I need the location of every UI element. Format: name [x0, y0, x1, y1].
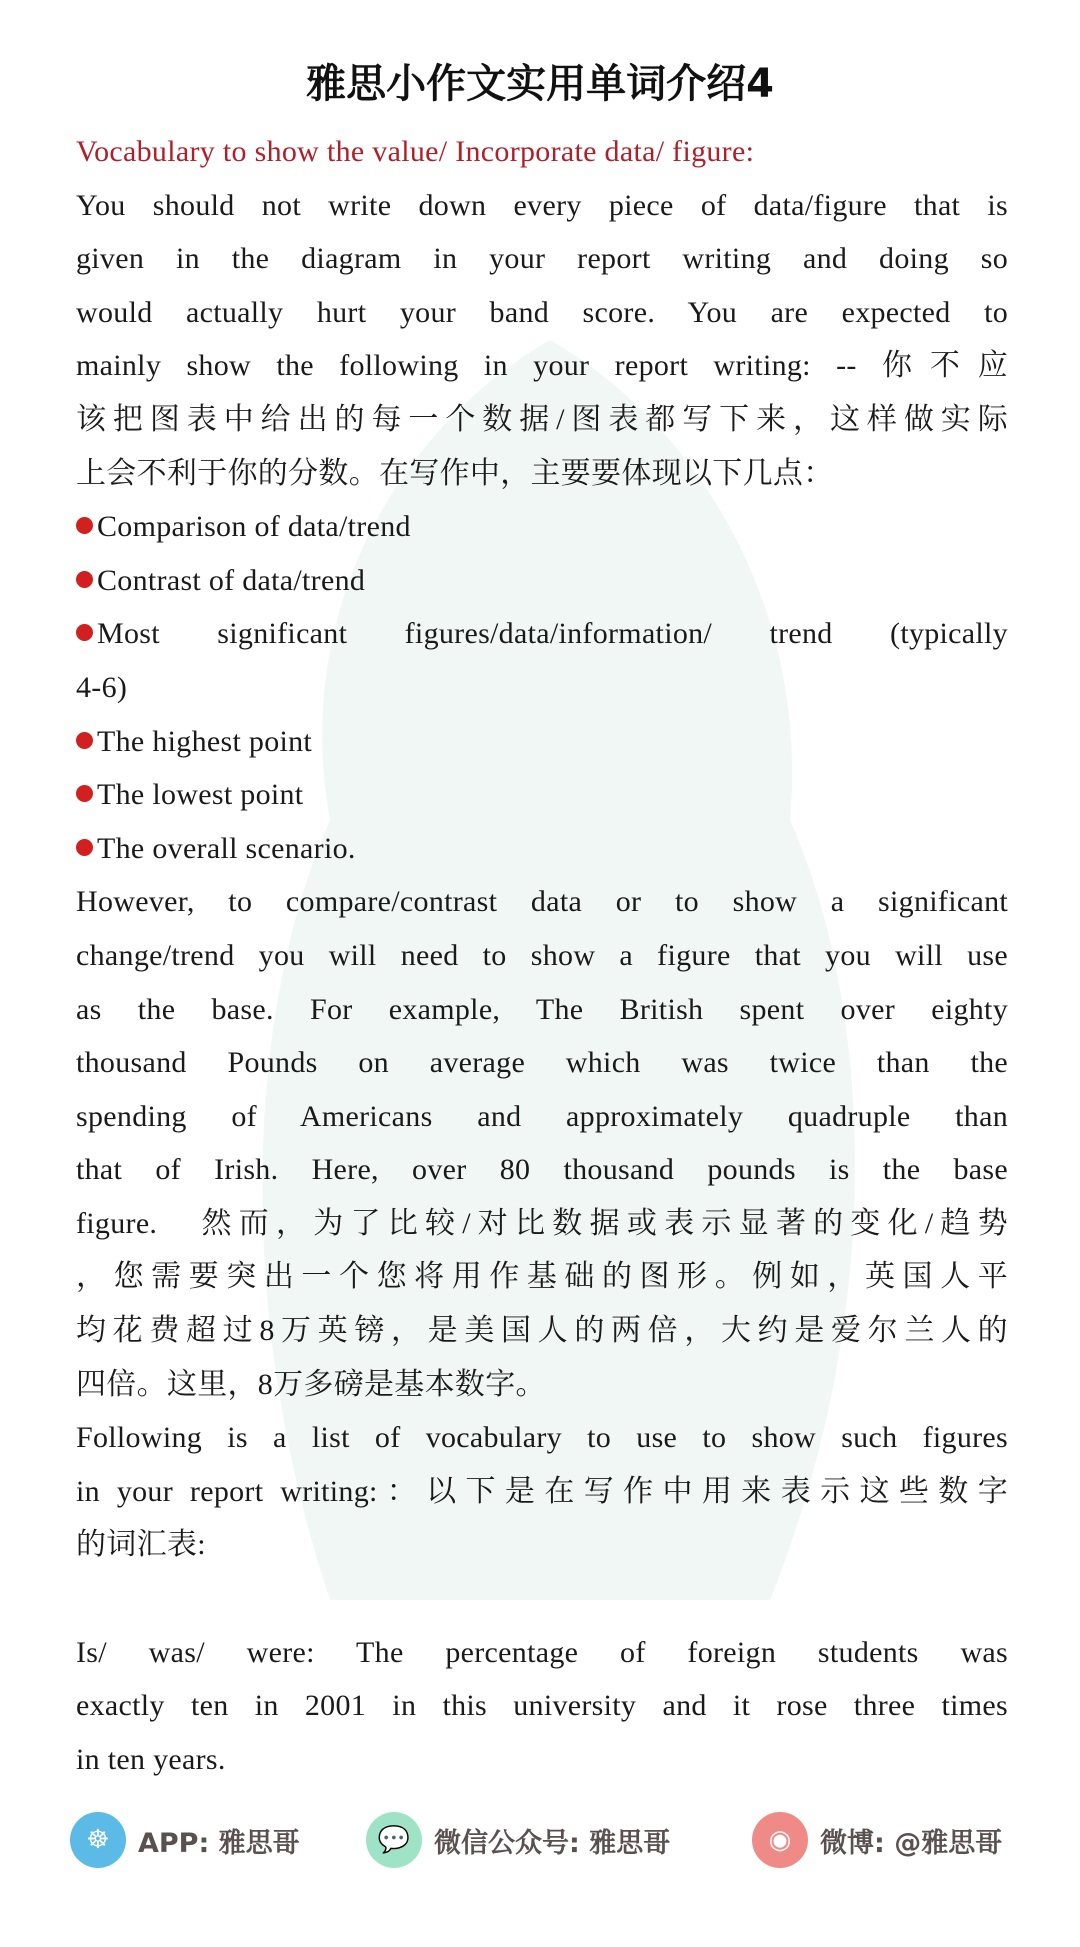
text-line	[76, 447, 1008, 501]
text-line	[76, 1572, 1008, 1626]
line-text: Most significant figures/data/information/ trend (typically	[97, 617, 1008, 651]
text-line	[76, 1679, 1008, 1733]
footer-wechat[interactable]	[366, 1812, 670, 1868]
bullet-dot-icon	[76, 785, 93, 802]
line-text: The lowest point	[97, 778, 304, 812]
line-text: The overall scenario.	[97, 831, 356, 865]
text-line	[76, 286, 1008, 340]
bullet-dot-icon	[76, 517, 93, 534]
line-text: as the base. For example, The British spent over eighty	[76, 992, 1008, 1026]
line-text: given in the diagram in your report writing and doing so	[76, 242, 1008, 276]
section-heading	[76, 125, 1008, 179]
text-line	[76, 1304, 1008, 1358]
line-text: Is/ was/ were: The percentage of foreign students was	[76, 1635, 1008, 1669]
bullet-dot-icon	[76, 571, 93, 588]
line-text: ，您需要突出一个您将用作基础的图形。例如，英国人平	[76, 1260, 1008, 1294]
page-title: 雅思小作文实用单词介绍4	[306, 61, 774, 107]
line-text: You should not write down every piece of data/figure that is	[76, 188, 1008, 222]
line-text: 上会不利于你的分数。在写作中，主要要体现以下几点：	[76, 456, 834, 490]
line-text: Vocabulary to show the value/ Incorporate data/ figure:	[76, 135, 755, 168]
line-text: figure. 然而，为了比较/对比数据或表示显著的变化/趋势	[76, 1206, 1008, 1240]
bullet-item	[76, 607, 1008, 661]
line-text: 4-6)	[76, 670, 128, 704]
line-text: would actually hurt your band score. You are expected to	[76, 295, 1008, 329]
ship-wheel-icon: ☸	[70, 1812, 126, 1868]
bullet-item	[76, 768, 1008, 822]
text-line	[76, 1733, 1008, 1787]
weibo-icon: ◉	[752, 1812, 808, 1868]
text-line	[76, 983, 1008, 1037]
line-text: 该把图表中给出的每一个数据/图表都写下来，这样做实际	[76, 402, 1008, 436]
text-line	[76, 1465, 1008, 1519]
line-text: However, to compare/contrast data or to show a significant	[76, 885, 1008, 919]
bullet-dot-icon	[76, 624, 93, 641]
text-line	[76, 179, 1008, 233]
wechat-icon: 💬	[366, 1812, 422, 1868]
footer-weibo-label: 微博: @雅思哥	[820, 1827, 1003, 1859]
bullet-item	[76, 715, 1008, 769]
bullet-dot-icon	[76, 732, 93, 749]
line-text: change/trend you will need to show a figure that you will use	[76, 938, 1008, 972]
bullet-item	[76, 822, 1008, 876]
text-line	[76, 1090, 1008, 1144]
line-text: 的词汇表:	[76, 1528, 206, 1562]
line-text: in your report writing:：以下是在写作中用来表示这些数字	[76, 1474, 1008, 1508]
bullet-dot-icon	[76, 839, 93, 856]
line-text: exactly ten in 2001 in this university and it rose three times	[76, 1689, 1008, 1723]
text-line	[76, 393, 1008, 447]
footer	[70, 1812, 1030, 1872]
line-text: Following is a list of vocabulary to use to show such figures	[76, 1421, 1008, 1455]
line-text: The highest point	[97, 724, 313, 758]
text-line	[76, 875, 1008, 929]
footer-wechat-label: 微信公众号: 雅思哥	[434, 1827, 671, 1859]
article-body	[76, 125, 1008, 1786]
bullet-item	[76, 500, 1008, 554]
text-line	[76, 1358, 1008, 1412]
text-line	[76, 232, 1008, 286]
text-line	[76, 1250, 1008, 1304]
footer-app[interactable]	[70, 1812, 300, 1868]
text-line	[76, 661, 1008, 715]
bullet-item	[76, 554, 1008, 608]
line-text: spending of Americans and approximately quadruple than	[76, 1099, 1008, 1133]
footer-weibo[interactable]	[752, 1812, 1002, 1868]
line-text: mainly show the following in your report writing: -- 你不应	[76, 349, 1008, 383]
line-text: 四倍。这里，8万多磅是基本数字。	[76, 1367, 546, 1401]
text-line	[76, 1143, 1008, 1197]
line-text: Contrast of data/trend	[97, 563, 366, 597]
text-line	[76, 339, 1008, 393]
line-text: Comparison of data/trend	[97, 510, 411, 544]
line-text: that of Irish. Here, over 80 thousand pounds is the base	[76, 1153, 1008, 1187]
footer-app-label: APP: 雅思哥	[138, 1827, 300, 1859]
line-text: 均花费超过8万英镑，是美国人的两倍，大约是爱尔兰人的	[76, 1314, 1008, 1348]
text-line	[76, 1036, 1008, 1090]
text-line	[76, 1518, 1008, 1572]
text-line	[76, 929, 1008, 983]
line-text: in ten years.	[76, 1742, 226, 1776]
text-line	[76, 1626, 1008, 1680]
line-text: thousand Pounds on average which was twice than the	[76, 1046, 1008, 1080]
text-line	[76, 1411, 1008, 1465]
text-line	[76, 1197, 1008, 1251]
